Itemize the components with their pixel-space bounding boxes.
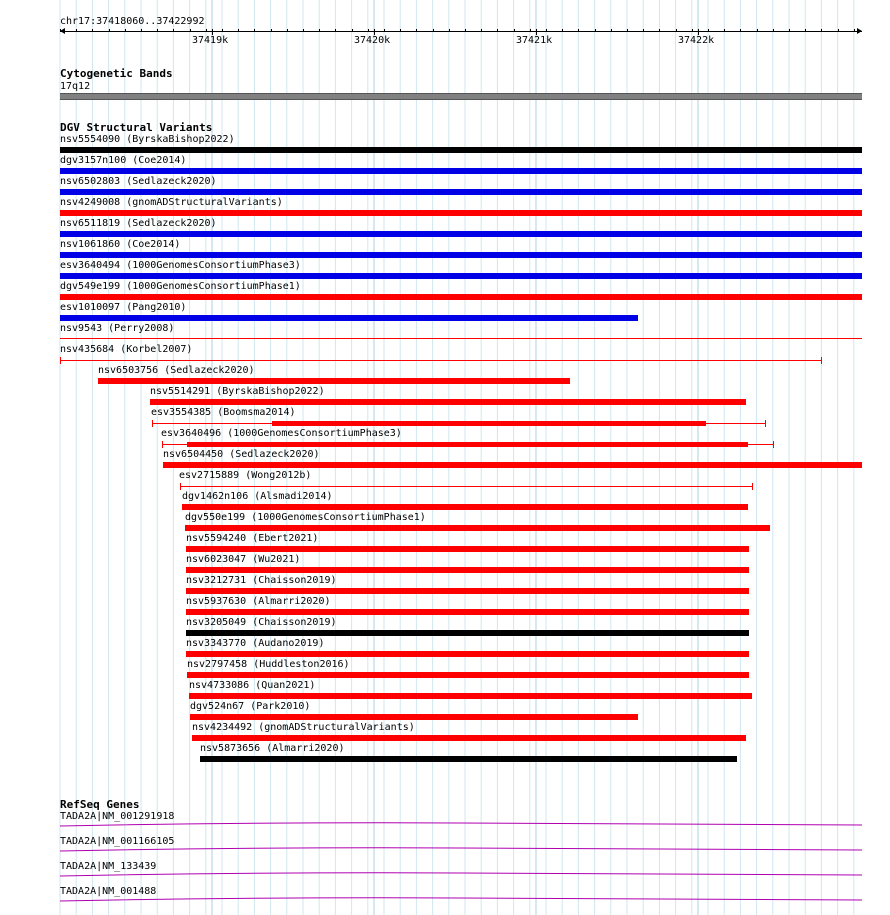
dgv-variant-label: nsv1061860 (Coe2014): [60, 239, 181, 250]
dgv-variant-range-cap: [821, 357, 822, 364]
dgv-variant-label: nsv6502803 (Sedlazeck2020): [60, 176, 217, 187]
dgv-variant-bar[interactable]: [186, 630, 749, 636]
ruler-minor-tick: [676, 29, 677, 32]
dgv-variant-label: esv3640494 (1000GenomesConsortiumPhase3): [60, 260, 301, 271]
dgv-variant-label: esv3640496 (1000GenomesConsortiumPhase3): [161, 428, 402, 439]
dgv-variant-range-cap: [162, 441, 163, 448]
ruler-minor-tick: [838, 29, 839, 32]
dgv-variant-bar[interactable]: [98, 378, 570, 384]
ruler-minor-tick: [92, 29, 93, 32]
ruler-minor-tick: [190, 29, 191, 32]
ruler-right-arrow: [857, 28, 862, 34]
dgv-variant-label: dgv550e199 (1000GenomesConsortiumPhase1): [185, 512, 426, 523]
refseq-gene-label: TADA2A|NM_001291918: [60, 811, 175, 822]
dgv-variant-range-cap: [60, 357, 61, 364]
dgv-variant-range-line[interactable]: [60, 360, 821, 361]
ruler-minor-tick: [724, 29, 725, 32]
ruler-minor-tick: [157, 29, 158, 32]
ruler-minor-tick: [692, 29, 693, 32]
dgv-variant-label: dgv524n67 (Park2010): [190, 701, 311, 712]
dgv-variant-bar[interactable]: [187, 672, 749, 678]
ruler-tick-label: 37422k: [678, 35, 715, 46]
dgv-variant-bar[interactable]: [200, 756, 737, 762]
ruler-minor-tick: [141, 29, 142, 32]
ruler-minor-tick: [530, 29, 531, 32]
ruler-minor-tick: [789, 29, 790, 32]
ruler-minor-tick: [740, 29, 741, 32]
dgv-variant-range-line[interactable]: [180, 486, 752, 487]
dgv-variant-bar[interactable]: [189, 693, 752, 699]
ruler-minor-tick: [76, 29, 77, 32]
ruler-tick-label: 37421k: [516, 35, 553, 46]
ruler-minor-tick: [708, 29, 709, 32]
refseq-gene-intron-line: [60, 898, 862, 901]
dgv-variant-range-cap: [752, 483, 753, 490]
dgv-variant-label: nsv5594240 (Ebert2021): [186, 533, 319, 544]
ruler-tick-label: 37419k: [192, 35, 229, 46]
ruler-minor-tick: [611, 29, 612, 32]
ruler-minor-tick: [238, 29, 239, 32]
dgv-variant-bar[interactable]: [60, 273, 862, 279]
dgv-variant-bar[interactable]: [187, 442, 748, 447]
ruler-minor-tick: [222, 29, 223, 32]
ruler-minor-tick: [287, 29, 288, 32]
dgv-variant-label: nsv435684 (Korbel2007): [60, 344, 193, 355]
dgv-variant-label: nsv5514291 (ByrskaBishop2022): [150, 386, 325, 397]
dgv-variant-label: nsv2797458 (Huddleston2016): [187, 659, 350, 670]
dgv-variant-bar[interactable]: [185, 525, 770, 531]
ruler-minor-tick: [757, 29, 758, 32]
ruler-minor-tick: [562, 29, 563, 32]
refseq-gene-intron-line: [60, 823, 862, 826]
ruler-minor-tick: [514, 29, 515, 32]
dgv-variant-bar[interactable]: [60, 168, 862, 174]
ruler-minor-tick: [773, 29, 774, 32]
dgv-variant-bar[interactable]: [163, 462, 862, 468]
ruler-minor-tick: [595, 29, 596, 32]
dgv-variant-label: nsv4733086 (Quan2021): [189, 680, 316, 691]
ruler-minor-tick: [384, 29, 385, 32]
ruler-minor-tick: [303, 29, 304, 32]
refseq-gene-model[interactable]: [60, 847, 862, 855]
refseq-gene-model[interactable]: [60, 822, 862, 830]
dgv-variant-label: nsv5554090 (ByrskaBishop2022): [60, 134, 235, 145]
refseq-track-title: RefSeq Genes: [60, 798, 140, 811]
ruler-minor-tick: [643, 29, 644, 32]
ruler-minor-tick: [60, 29, 61, 32]
ruler-minor-tick: [659, 29, 660, 32]
refseq-gene-intron-line: [60, 873, 862, 876]
dgv-variant-bar[interactable]: [190, 714, 638, 720]
dgv-variant-label: dgv1462n106 (Alsmadi2014): [182, 491, 333, 502]
dgv-variant-label: nsv4234492 (gnomADStructuralVariants): [192, 722, 415, 733]
ruler-minor-tick: [335, 29, 336, 32]
ruler-coordinates: chr17:37418060..37422992: [60, 16, 205, 27]
ruler-minor-tick: [368, 29, 369, 32]
dgv-track-title: DGV Structural Variants: [60, 121, 213, 134]
ruler-minor-tick: [206, 29, 207, 32]
ruler-minor-tick: [433, 29, 434, 32]
dgv-variant-label: nsv5937630 (Almarri2020): [186, 596, 331, 607]
refseq-gene-label: TADA2A|NM_001166105: [60, 836, 175, 847]
dgv-variant-label: dgv3157n100 (Coe2014): [60, 155, 187, 166]
dgv-variant-label: nsv6504450 (Sedlazeck2020): [163, 449, 320, 460]
dgv-variant-label: nsv6511819 (Sedlazeck2020): [60, 218, 217, 229]
ruler-minor-tick: [254, 29, 255, 32]
refseq-gene-model[interactable]: [60, 872, 862, 880]
ruler-minor-tick: [449, 29, 450, 32]
ruler-minor-tick: [173, 29, 174, 32]
dgv-variant-bar[interactable]: [182, 504, 748, 510]
dgv-variant-bar[interactable]: [60, 294, 862, 300]
refseq-gene-label: TADA2A|NM_133439: [60, 861, 157, 872]
cytoband-label: 17q12: [60, 81, 91, 92]
ruler-minor-tick: [400, 29, 401, 32]
dgv-variant-bar[interactable]: [192, 735, 746, 741]
dgv-variant-label: nsv6503756 (Sedlazeck2020): [98, 365, 255, 376]
dgv-variant-bar[interactable]: [186, 609, 749, 615]
ruler-minor-tick: [319, 29, 320, 32]
dgv-variant-label: nsv4249008 (gnomADStructuralVariants): [60, 197, 283, 208]
cytoband-bar[interactable]: [60, 93, 862, 100]
dgv-variant-label: nsv3205049 (Chaisson2019): [186, 617, 337, 628]
dgv-variant-bar[interactable]: [60, 147, 862, 153]
dgv-variant-label: dgv549e199 (1000GenomesConsortiumPhase1): [60, 281, 301, 292]
dgv-variant-range-cap: [180, 483, 181, 490]
ruler-minor-tick: [109, 29, 110, 32]
dgv-variant-bar[interactable]: [60, 189, 862, 195]
dgv-variant-bar[interactable]: [186, 651, 749, 657]
dgv-variant-bar[interactable]: [150, 399, 746, 405]
ruler-minor-tick: [481, 29, 482, 32]
dgv-variant-bar[interactable]: [60, 315, 638, 321]
ruler-tick-label: 37420k: [354, 35, 391, 46]
ruler-line[interactable]: [60, 31, 862, 32]
dgv-variant-bar[interactable]: [186, 546, 749, 552]
ruler-minor-tick: [497, 29, 498, 32]
dgv-variant-label: esv2715889 (Wong2012b): [179, 470, 312, 481]
dgv-variant-label: nsv3212731 (Chaisson2019): [186, 575, 337, 586]
dgv-variant-label: nsv5873656 (Almarri2020): [200, 743, 345, 754]
ruler-minor-tick: [627, 29, 628, 32]
dgv-variant-bar[interactable]: [272, 421, 706, 426]
dgv-variant-range-line[interactable]: [60, 338, 862, 339]
dgv-variant-label: nsv9543 (Perry2008): [60, 323, 175, 334]
ruler-minor-tick: [465, 29, 466, 32]
dgv-variant-label: esv1010097 (Pang2010): [60, 302, 187, 313]
dgv-variant-label: esv3554385 (Boomsma2014): [151, 407, 296, 418]
ruler-minor-tick: [821, 29, 822, 32]
cytoband-track-title: Cytogenetic Bands: [60, 67, 173, 80]
refseq-gene-model[interactable]: [60, 897, 862, 905]
ruler-minor-tick: [416, 29, 417, 32]
dgv-variant-bar[interactable]: [186, 588, 749, 594]
refseq-gene-label: TADA2A|NM_001488: [60, 886, 157, 897]
dgv-variant-label: nsv3343770 (Audano2019): [186, 638, 325, 649]
dgv-variant-range-cap: [765, 420, 766, 427]
dgv-variant-range-cap: [152, 420, 153, 427]
dgv-variant-bar[interactable]: [186, 567, 749, 573]
ruler-minor-tick: [125, 29, 126, 32]
dgv-variant-range-cap: [773, 441, 774, 448]
dgv-variant-bar[interactable]: [60, 210, 862, 216]
dgv-variant-label: nsv6023047 (Wu2021): [186, 554, 301, 565]
dgv-variant-bar[interactable]: [60, 231, 862, 237]
ruler-minor-tick: [271, 29, 272, 32]
refseq-gene-intron-line: [60, 848, 862, 851]
ruler-minor-tick: [578, 29, 579, 32]
ruler-minor-tick: [352, 29, 353, 32]
dgv-variant-bar[interactable]: [60, 252, 862, 258]
ruler-minor-tick: [854, 29, 855, 32]
ruler-minor-tick: [546, 29, 547, 32]
ruler-minor-tick: [805, 29, 806, 32]
